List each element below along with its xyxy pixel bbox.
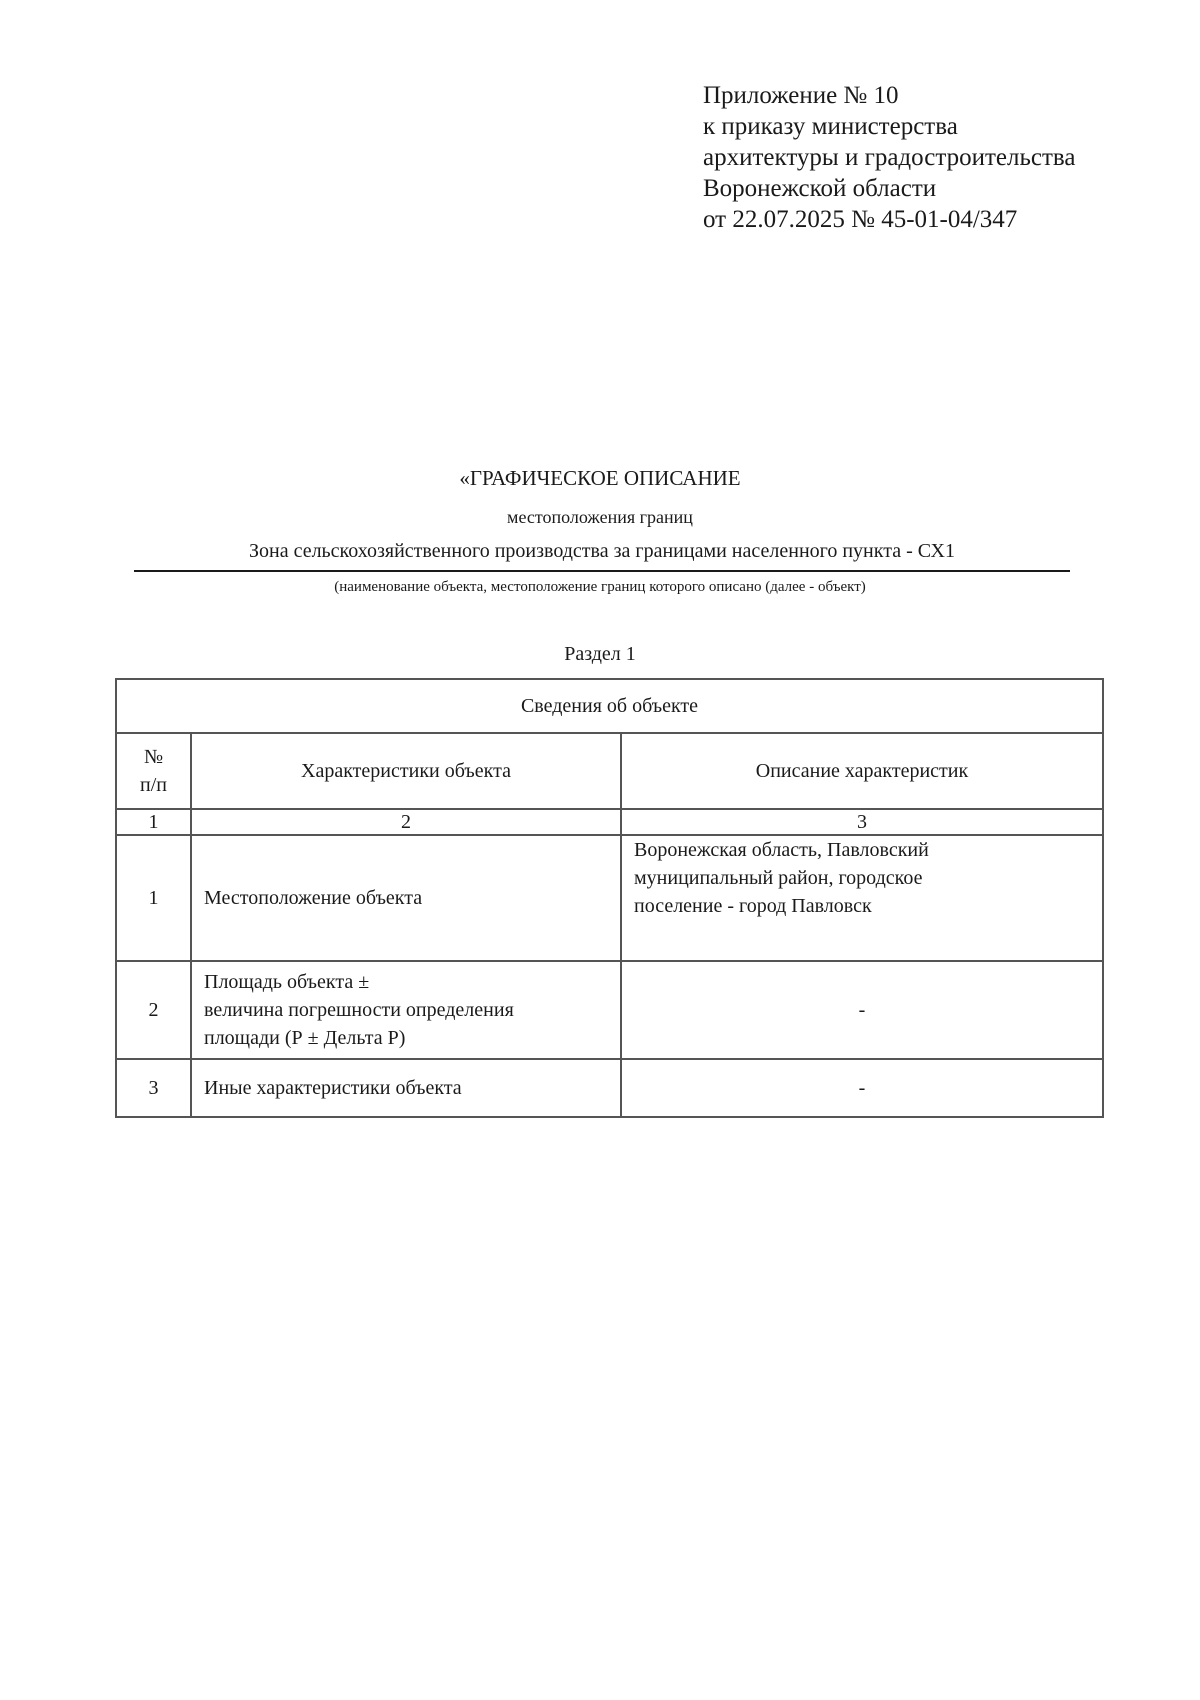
table-caption: Сведения об объекте (116, 679, 1103, 733)
object-name-caption: (наименование объекта, местоположение границ которого описано (далее - объект) (334, 579, 866, 595)
column-header-characteristic: Характеристики объекта (191, 733, 621, 809)
table-row (116, 1059, 1103, 1117)
column-number: 1 (116, 809, 191, 835)
column-number: 2 (191, 809, 621, 835)
appendix-line: к приказу министерства (703, 113, 958, 140)
row-characteristic: Иные характеристики объекта (191, 1059, 621, 1117)
table-row (116, 961, 1103, 1059)
row-number: 1 (116, 835, 191, 961)
appendix-line: Приложение № 10 (703, 82, 899, 109)
appendix-line: архитектуры и градостроительства (703, 144, 1076, 171)
column-header-description: Описание характеристик (621, 733, 1103, 809)
row-description: Воронежская область, Павловский муниципальный район, городское поселение - город Павловск (621, 835, 1103, 961)
document-title: «ГРАФИЧЕСКОЕ ОПИСАНИЕ (459, 466, 741, 490)
table-caption-row (116, 679, 1103, 733)
row-number: 3 (116, 1059, 191, 1117)
document-subtitle: местоположения границ (507, 507, 693, 527)
row-description: - (621, 1059, 1103, 1117)
row-description: - (621, 961, 1103, 1059)
table-header-row (116, 733, 1103, 809)
row-characteristic: Площадь объекта ± величина погрешности определения площади (Р ± Дельта Р) (191, 961, 621, 1059)
appendix-block (703, 80, 1075, 235)
table-row (116, 835, 1103, 961)
column-number: 3 (621, 809, 1103, 835)
row-characteristic: Местоположение объекта (191, 835, 621, 961)
appendix-line: от 22.07.2025 № 45-01-04/347 (703, 206, 1018, 233)
table-column-number-row (116, 809, 1103, 835)
object-info-table (115, 678, 1104, 1118)
row-number: 2 (116, 961, 191, 1059)
column-header-number: № п/п (116, 733, 191, 809)
appendix-line: Воронежской области (703, 175, 937, 202)
section-label: Раздел 1 (564, 643, 636, 665)
object-name: Зона сельскохозяйственного производства за границами населенного пункта - СХ1 (134, 538, 1070, 572)
